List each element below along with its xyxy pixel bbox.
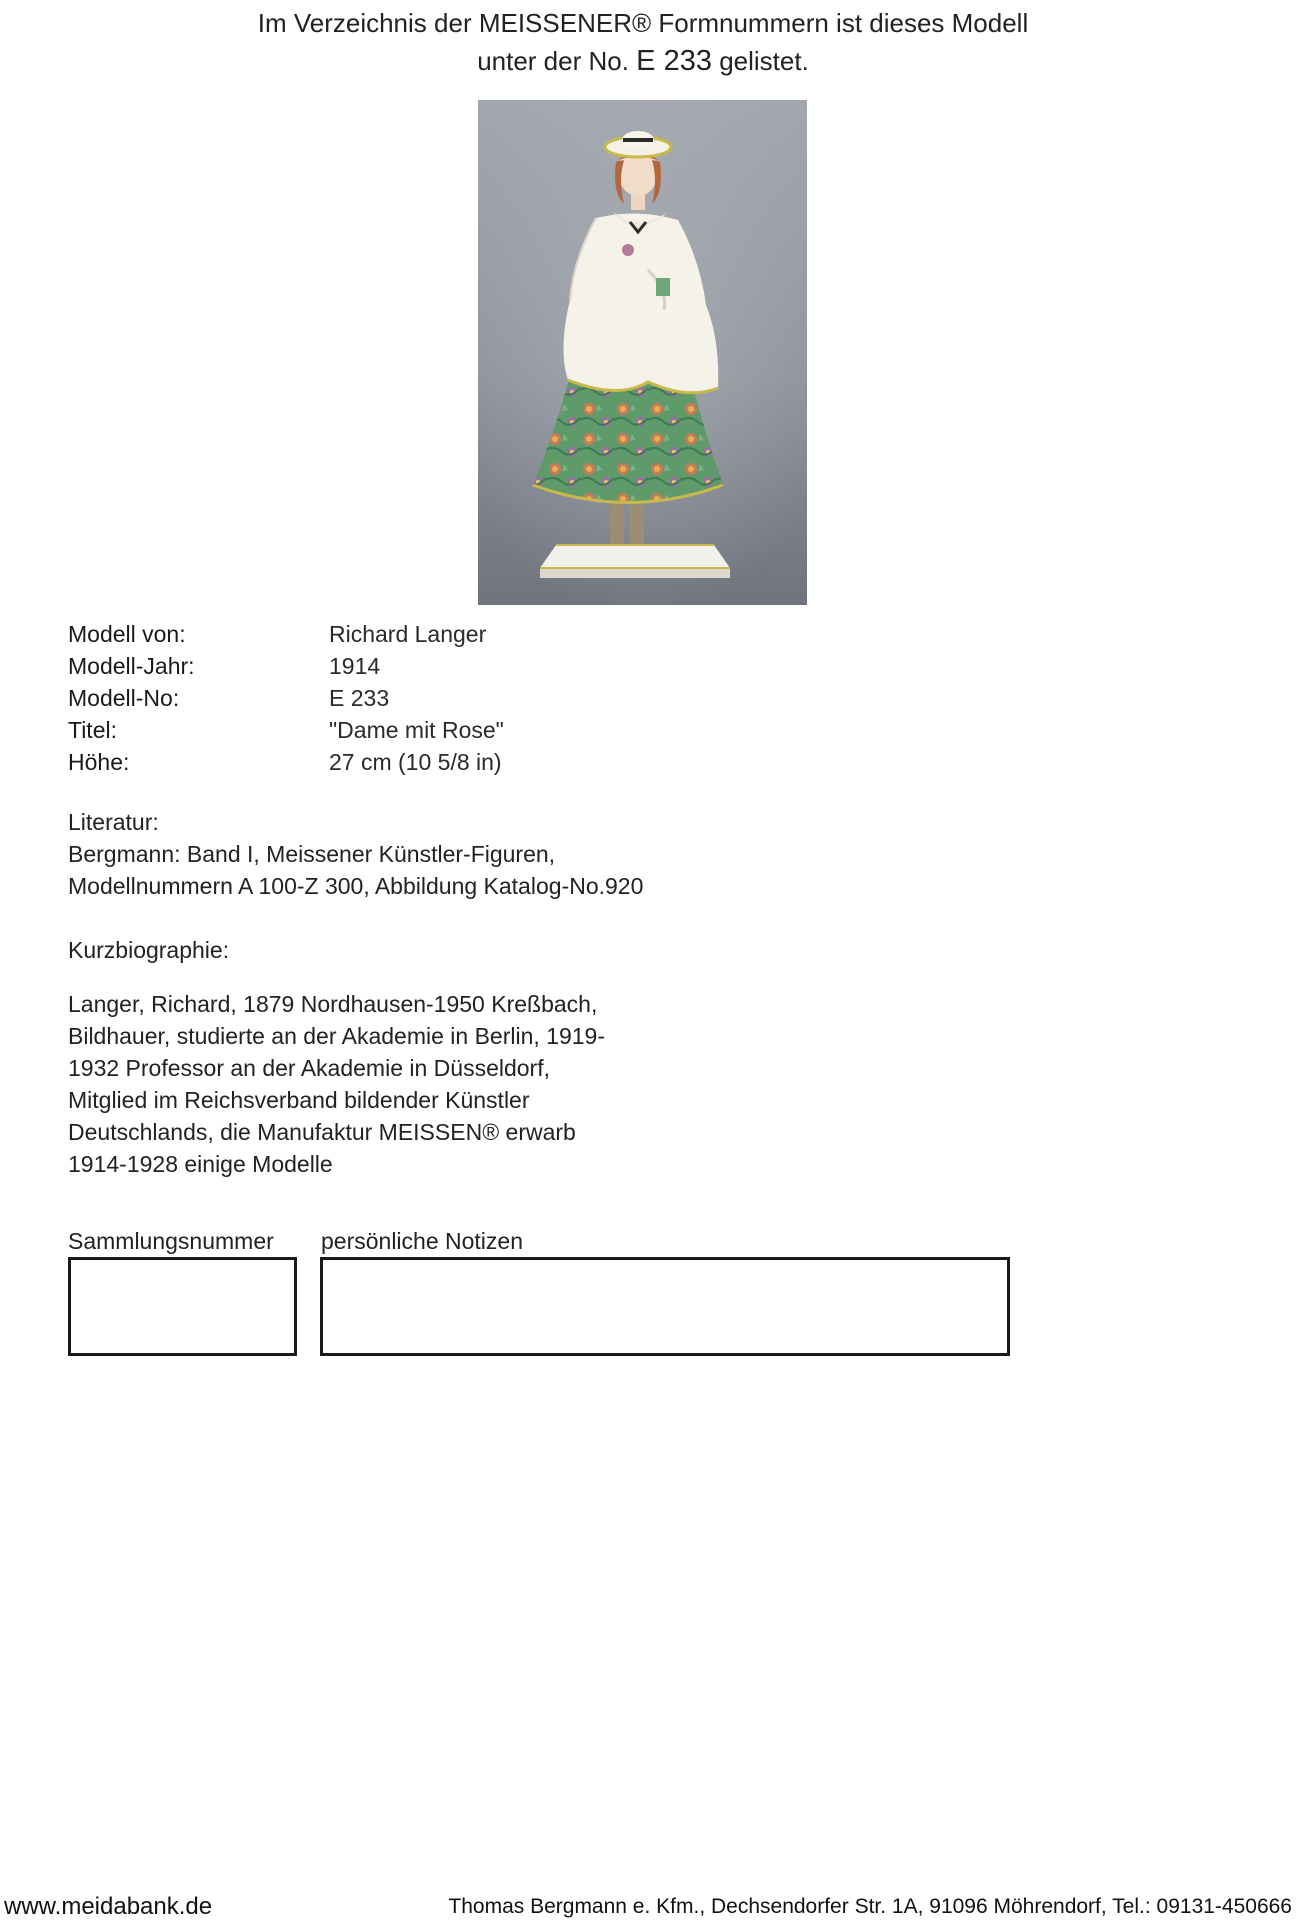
personal-notes-label: persönliche Notizen [321, 1228, 524, 1254]
figure-photo [478, 100, 807, 605]
detail-label: Modell von: [68, 621, 186, 647]
collection-number-field[interactable] [68, 1257, 297, 1356]
detail-row-model-no [68, 682, 504, 714]
detail-value: "Dame mit Rose" [329, 717, 504, 743]
detail-label: Modell-Jahr: [68, 653, 195, 679]
header [0, 4, 1286, 80]
literature-heading: Literatur: [68, 809, 159, 835]
detail-value: Richard Langer [329, 621, 487, 647]
footer-website-link[interactable]: www.meidabank.de [4, 1893, 213, 1920]
detail-value: 1914 [329, 653, 381, 679]
detail-label: Titel: [68, 717, 117, 743]
biography-line: 1914-1928 einige Modelle [68, 1151, 333, 1177]
biography-line: Mitglied im Reichsverband bildender Künstler [68, 1087, 530, 1113]
header-line-2-prefix: unter der No. [477, 46, 629, 76]
header-model-number: E 233 [636, 45, 712, 77]
literature-line: Modellnummern A 100-Z 300, Abbildung Katalog-No.920 [68, 873, 644, 899]
literature-section [68, 806, 643, 902]
header-line-1: Im Verzeichnis der MEISSENER® Formnummern ist dieses Modell [257, 8, 1029, 38]
header-line-2-suffix: gelistet. [719, 46, 809, 76]
detail-value: 27 cm (10 5/8 in) [329, 749, 502, 775]
detail-row-model-by [68, 618, 504, 650]
detail-label: Modell-No: [68, 685, 180, 711]
personal-notes-field[interactable] [320, 1257, 1010, 1356]
porcelain-figure-photo [478, 100, 807, 605]
detail-label: Höhe: [68, 749, 130, 775]
footer-address: Thomas Bergmann e. Kfm., Dechsendorfer Str. 1A, 91096 Möhrendorf, Tel.: 09131-450666 [448, 1895, 1292, 1918]
biography-line: Deutschlands, die Manufaktur MEISSEN® erwarb [68, 1119, 576, 1145]
biography-text [68, 988, 648, 1180]
model-details [68, 618, 504, 778]
biography-line: Langer, Richard, 1879 Nordhausen-1950 Kreßbach, [68, 991, 598, 1017]
detail-row-height [68, 746, 504, 778]
literature-line: Bergmann: Band I, Meissener Künstler-Figuren, [68, 841, 556, 867]
biography-line: 1932 Professor an der Akademie in Düsseldorf, [68, 1055, 550, 1081]
detail-value: E 233 [329, 685, 390, 711]
detail-row-title [68, 714, 504, 746]
detail-row-model-year [68, 650, 504, 682]
biography-heading: Kurzbiographie: [68, 937, 230, 963]
biography-line: Bildhauer, studierte an der Akademie in Berlin, 1919- [68, 1023, 605, 1049]
header-line-2 [0, 42, 1286, 80]
collection-number-label: Sammlungsnummer [68, 1228, 274, 1254]
